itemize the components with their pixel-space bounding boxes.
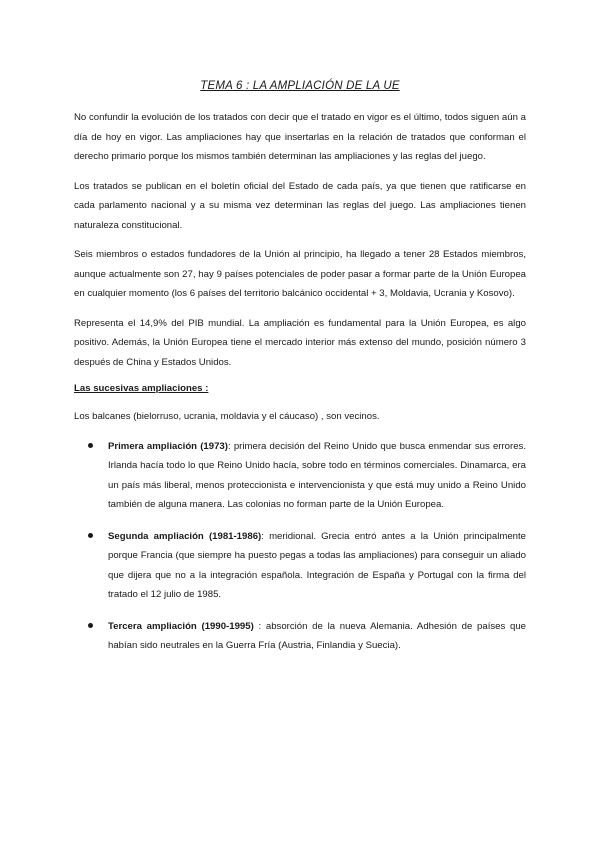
list-item xyxy=(74,617,526,656)
list-item-term: Primera ampliación (1973) xyxy=(108,440,228,452)
list-item-term: Segunda ampliación (1981-1986) xyxy=(108,530,262,542)
section-heading: Las sucesivas ampliaciones : xyxy=(74,383,209,394)
list-item-text xyxy=(108,527,526,605)
enlargement-list xyxy=(74,437,526,656)
paragraph-4: Representa el 14,9% del PIB mundial. La ampliación es fundamental para la Unión Europea, es algo positivo. Además, la Unión Europea tiene el mercado interior más extenso del mundo, posición número 3 después de China y Estados Unidos. xyxy=(74,317,526,368)
paragraph-3: Seis miembros o estados fundadores de la Unión al principio, ha llegado a tener 28 Estados miembros, aunque actualmente son 27, hay 9 países potenciales de poder pasar a formar parte de la Unión Europea en cualquier momento (los 6 países del territorio balcánico occidental + 3, Moldavia, Ucrania y Kosovo). xyxy=(74,249,526,299)
list-item xyxy=(74,527,526,605)
bullet-icon xyxy=(88,533,93,538)
list-item-text xyxy=(108,617,526,656)
list-item xyxy=(74,437,526,515)
list-item-term: Tercera ampliación (1990-1995) xyxy=(108,620,254,632)
bullet-icon xyxy=(88,443,93,448)
bullet-icon xyxy=(88,623,93,628)
intro-paragraph: Los balcanes (bielorruso, ucrania, moldavia y el cáucaso) , son vecinos. xyxy=(74,411,380,422)
paragraph-1: No confundir la evolución de los tratados con decir que el tratado en vigor es el último, todos siguen aún a día de hoy en vigor. Las ampliaciones hay que insertarlas en la relación de tratados que conforman el derecho primario porque los mismos también determinan las ampliaciones y las reglas del juego. xyxy=(74,112,526,162)
paragraph-2: Los tratados se publican en el boletín oficial del Estado de cada país, ya que tienen que ratificarse en cada parlamento nacional y a su misma vez determinan las reglas del juego. Las ampliaciones tienen naturaleza constitucional. xyxy=(74,180,526,231)
list-item-body: : primera decisión del Reino Unido que busca enmendar sus errores. Irlanda hacía todo lo que Reino Unido hacía, sobre todo en términos comerciales. Dinamarca, era un país más liberal, menos proteccionista e intervencionista y que está muy unido a Reino Unido también de alguna manera. Las colonias no forman parte de la Unión Europea. xyxy=(108,440,526,510)
page-title: TEMA 6 : LA AMPLIACIÓN DE LA UE xyxy=(200,80,400,92)
list-item-body: : absorción de la nueva Alemania. Adhesión de países que habían sido neutrales en la Guerra Fría (Austria, Finlandia y Suecia). xyxy=(108,620,527,651)
list-item-body: : meridional. Grecia entró antes a la Unión principalmente porque Francia (que siempre ha puesto pegas a todas las ampliaciones) para conseguir un aliado que dijera que no a la integración española. Integración de España y Portugal con la firma del tratado el 12 julio de 1985. xyxy=(108,530,526,600)
list-item-text xyxy=(108,437,526,515)
